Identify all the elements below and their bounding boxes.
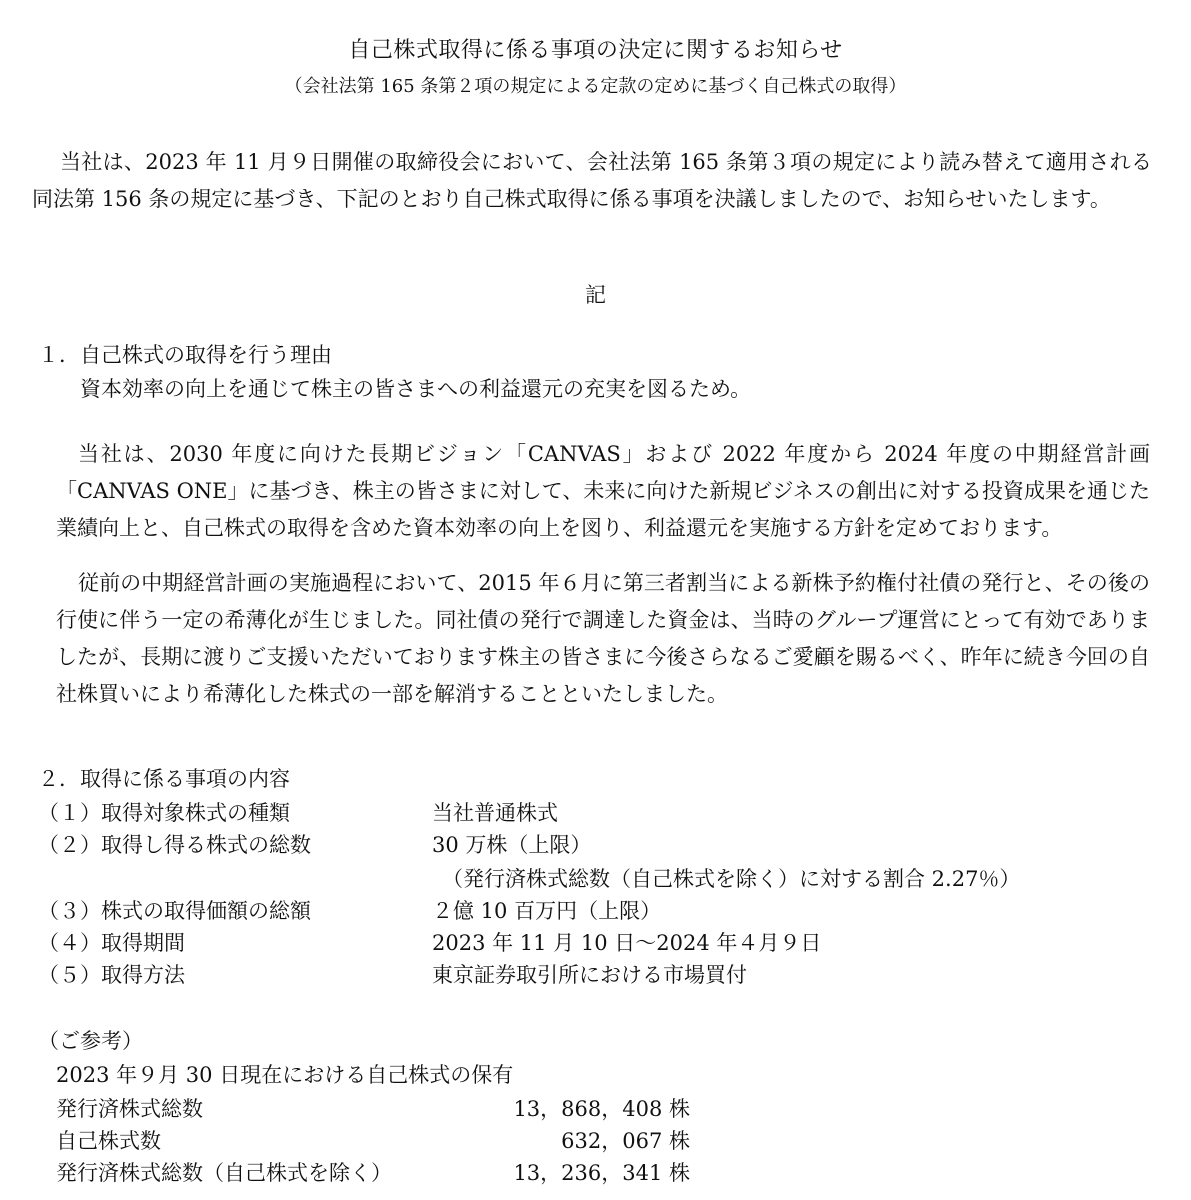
reference-row-2-value: 632，067 株 bbox=[561, 1129, 690, 1153]
ki-mark: 記 bbox=[585, 283, 606, 307]
item-5-value: 東京証券取引所における市場買付 bbox=[432, 963, 747, 987]
item-1-value: 当社普通株式 bbox=[432, 801, 558, 825]
reference-row-3-label: 発行済株式総数（自己株式を除く） bbox=[56, 1161, 392, 1185]
reference-row-3-value: 13，236，341 株 bbox=[513, 1161, 690, 1185]
item-3-value: ２億 10 百万円（上限） bbox=[432, 899, 662, 923]
document-title: 自己株式取得に係る事項の決定に関するお知らせ bbox=[348, 38, 843, 63]
reference-heading: （ご参考） bbox=[38, 1029, 143, 1053]
intro-paragraph: 当社は、2023 年 11 月９日開催の取締役会において、会社法第 165 条第３項の規定により読み替えて適用される同法第 156 条の規定に基づき、下記のとおり自己株式取得に係る事項を決議しましたので、お知らせいたします。 bbox=[32, 150, 1152, 211]
section1-heading: １．自己株式の取得を行う理由 bbox=[38, 343, 332, 367]
reference-row-1-label: 発行済株式総数 bbox=[56, 1097, 203, 1121]
item-4-label: （４）取得期間 bbox=[38, 931, 185, 955]
item-4-value: 2023 年 11 月 10 日～2024 年４月９日 bbox=[432, 931, 822, 955]
reference-row-2-label: 自己株式数 bbox=[56, 1129, 161, 1153]
item-1-label: （１）取得対象株式の種類 bbox=[38, 801, 290, 825]
reference-row-1-value: 13，868，408 株 bbox=[513, 1097, 690, 1121]
section1-paragraph-1: 当社は、2030 年度に向けた長期ビジョン「CANVAS」および 2022 年度から 2024 年度の中期経営計画「CANVAS ONE」に基づき、株主の皆さまに対して、未来に向けた新規ビジネスの創出に対する投資成果を通じた業績向上と、自己株式の取得を含めた資本効率の向上を図り、利益還元を実施する方針を定めております。 bbox=[56, 442, 1150, 540]
section1-paragraph-2: 従前の中期経営計画の実施過程において、2015 年６月に第三者割当による新株予約権付社債の発行と、その後の行使に伴う一定の希薄化が生じました。同社債の発行で調達した資金は、当時のグループ運営にとって有効でありましたが、長期に渡りご支援いただいております株主の皆さまに今後さらなるご愛顧を賜るべく、昨年に続き今回の自社株買いにより希薄化した株式の一部を解消することといたしました。 bbox=[56, 571, 1150, 706]
reference-subheading: 2023 年９月 30 日現在における自己株式の保有 bbox=[56, 1063, 514, 1087]
item-5-label: （５）取得方法 bbox=[38, 963, 185, 987]
item-2-note: （発行済株式総数（自己株式を除く）に対する割合 2.27％） bbox=[442, 867, 1021, 891]
section1-reason: 資本効率の向上を通じて株主の皆さまへの利益還元の充実を図るため。 bbox=[80, 377, 752, 401]
section2-heading: ２．取得に係る事項の内容 bbox=[38, 767, 290, 791]
item-3-label: （３）株式の取得価額の総額 bbox=[38, 899, 311, 923]
document-subtitle: （会社法第 165 条第２項の規定による定款の定めに基づく自己株式の取得） bbox=[284, 76, 907, 97]
item-2-label: （２）取得し得る株式の総数 bbox=[38, 833, 311, 857]
item-2-value: 30 万株（上限） bbox=[432, 833, 592, 857]
